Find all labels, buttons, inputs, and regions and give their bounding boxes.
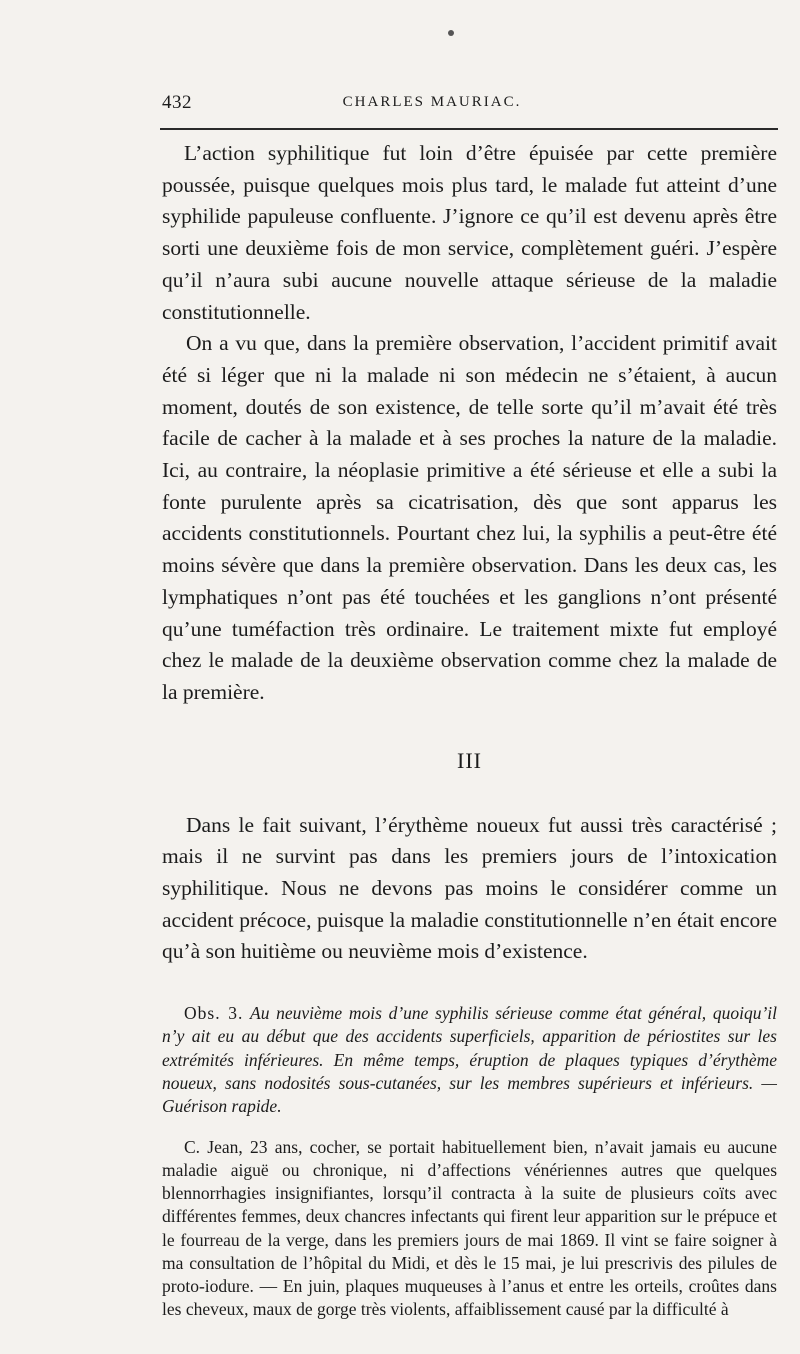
page-header [162,92,782,120]
observation-summary-text: Au neuvième mois d’une syphilis sérieuse comme état général, quoiqu’il n’y ait eu au début que des accidents superficiels, apparition de périostites sur les extrémités inférieures. En même temps, éruption de plaques typiques d’érythème noueux, sans nodosités sous-cutanées, sur les membres supérieurs et inférieurs. — Guérison rapide. [162,1003,778,1116]
observation-label: Obs. 3. [184,1003,244,1024]
paragraph-1: L’action syphilitique fut loin d’être épuisée par cette première poussée, puisque quelques mois plus tard, le malade fut atteint d’une syphilide papuleuse confluente. J’ignore ce qu’il est devenu après être sorti une deuxième fois de mon service, complètement guéri. J’espère qu’il n’aura subi aucune nouvelle attaque sérieuse de la maladie constitutionnelle. [162,141,777,324]
paragraph-2: On a vu que, dans la première observation, l’accident primitif avait été si léger que ni la malade ni son médecin ne s’étaient, à aucun moment, doutés de son existence, de telle sorte qu’il m’avait été très facile de cacher à la malade et à ses proches la nature de la maladie. Ici, au contraire, la néoplasie primitive a été sérieuse et elle a subi la fonte purulente après sa cicatrisation, dès que sont apparus les accidents constitutionnels. Pourtant chez lui, la syphilis a peut-être été moins sévère que dans la première observation. Dans les deux cas, les lymphatiques n’ont pas été touchées et les ganglions n’ont présenté qu’une tuméfaction très ordinaire. Le traitement mixte fut employé chez le malade de la deuxième observation comme chez la malade de la première. [162,331,777,704]
section-heading: III [457,747,482,773]
ink-spot-mark [448,30,454,36]
paragraph-3: Dans le fait suivant, l’érythème noueux fut aussi très caractérisé ; mais il ne survint pas dans les premiers jours de l’intoxication syphilitique. Nous ne devons pas moins le considérer comme un accident précoce, puisque la maladie constitutionnelle n’en était encore qu’à son huitième ou neuvième mois d’existence. [162,812,777,964]
page-body [162,138,777,1339]
running-head: CHARLES MAURIAC. [342,94,522,110]
page-number: 432 [162,92,192,113]
header-rule [160,128,778,130]
observation-summary [162,1002,777,1118]
case-report: C. Jean, 23 ans, cocher, se portait habituellement bien, n’avait jamais eu aucune maladie aiguë ou chronique, ni d’affections vénériennes autres que quelques blennorrhagies insignifiantes, lorsqu’il contracta à la suite de plusieurs coïts avec différentes femmes, deux chancres infectants qui firent leur apparition sur le prépuce et le fourreau de la verge, dans les premiers jours de mai 1869. Il vint se faire soigner à ma consultation de l’hôpital du Midi, et dès le 15 mai, je lui prescrivis des pilules de proto-iodure. — En juin, plaques muqueuses à l’anus et entre les orteils, croûtes dans les cheveux, maux de gorge très violents, affaiblissement causé par la difficulté à [162,1136,777,1320]
